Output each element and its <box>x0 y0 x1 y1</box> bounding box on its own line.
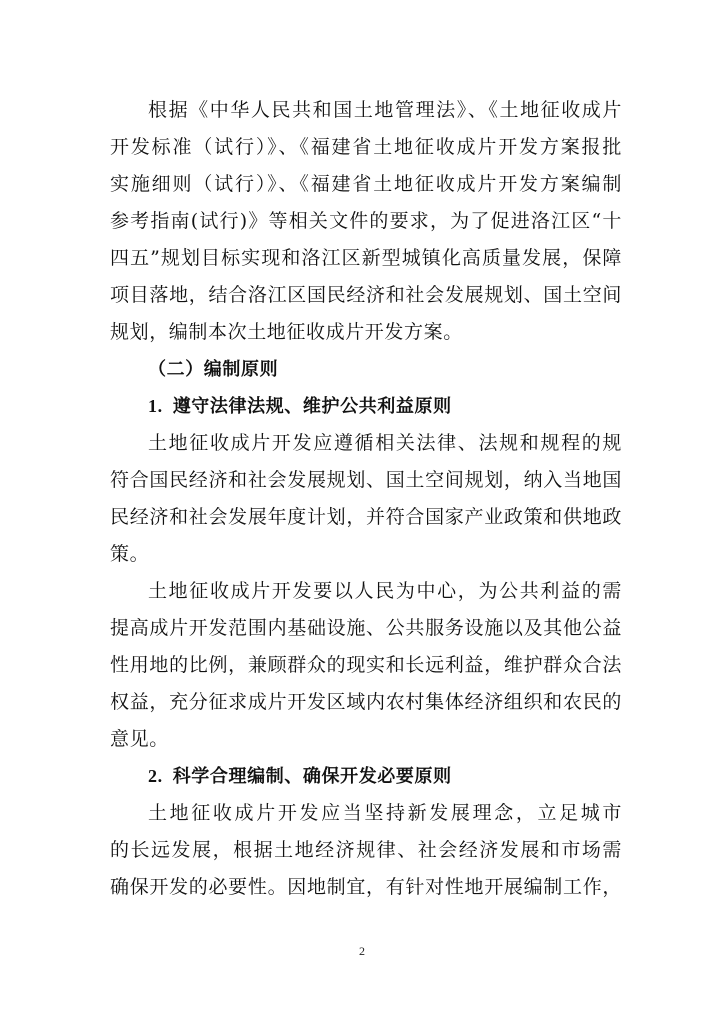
text-line: 权益，充分征求成片开发区域内农村集体经济组织和农民的 <box>110 691 622 713</box>
page-number: 2 <box>359 944 365 958</box>
subheading-text: 科学合理编制、确保开发必要原则 <box>172 766 452 787</box>
text-line: 提高成片开发范围内基础设施、公共服务设施以及其他公益 <box>110 617 622 639</box>
text-line: 规划，编制本次土地征收成片开发方案。 <box>110 321 463 343</box>
paragraph-legal-compliance <box>110 425 622 573</box>
text-line: 确保开发的必要性。因地制宜，有针对性地开展编制工作， <box>110 876 622 898</box>
text-line: 根据《中华人民共和国土地管理法》、《土地征收成片 <box>148 99 622 121</box>
text-line: 四五”规划目标实现和洛江区新型城镇化高质量发展，保障 <box>110 247 622 269</box>
text-line: 意见。 <box>110 728 169 750</box>
subheading-1 <box>110 388 622 425</box>
document-body <box>110 92 622 906</box>
text-line: 民经济和社会发展年度计划，并符合国家产业政策和供地政 <box>110 506 622 528</box>
subheading-text: 遵守法律法规、维护公共利益原则 <box>172 396 452 417</box>
paragraph-scientific-planning <box>110 795 622 906</box>
text-line: 土地征收成片开发应遵循相关法律、法规和规程的规 <box>148 432 622 454</box>
text-line: 土地征收成片开发应当坚持新发展理念，立足城市 <box>148 802 622 824</box>
text-line: 性用地的比例，兼顾群众的现实和长远利益，维护群众合法 <box>110 654 622 676</box>
subheading-2 <box>110 758 622 795</box>
text-line: 实施细则（试行）》、《福建省土地征收成片开发方案编制 <box>110 173 622 195</box>
paragraph-background <box>110 92 622 351</box>
paragraph-public-interest <box>110 573 622 758</box>
text-line: 项目落地，结合洛江区国民经济和社会发展规划、国土空间 <box>110 284 622 306</box>
text-line: 符合国民经济和社会发展规划、国土空间规划，纳入当地国 <box>110 469 622 491</box>
text-line: 策。 <box>110 543 150 565</box>
text-line: 参考指南(试行)》等相关文件的要求，为了促进洛江区“十 <box>110 210 622 232</box>
subheading-number: 2. <box>148 766 163 786</box>
text-line: 土地征收成片开发要以人民为中心，为公共利益的需 <box>148 580 622 602</box>
text-line: 的长远发展，根据土地经济规律、社会经济发展和市场需 <box>110 839 622 861</box>
section-heading: （二）编制原则 <box>148 359 279 380</box>
text-line: 开发标准（试行）》、《福建省土地征收成片开发方案报批 <box>110 136 622 158</box>
subheading-number: 1. <box>148 396 163 416</box>
